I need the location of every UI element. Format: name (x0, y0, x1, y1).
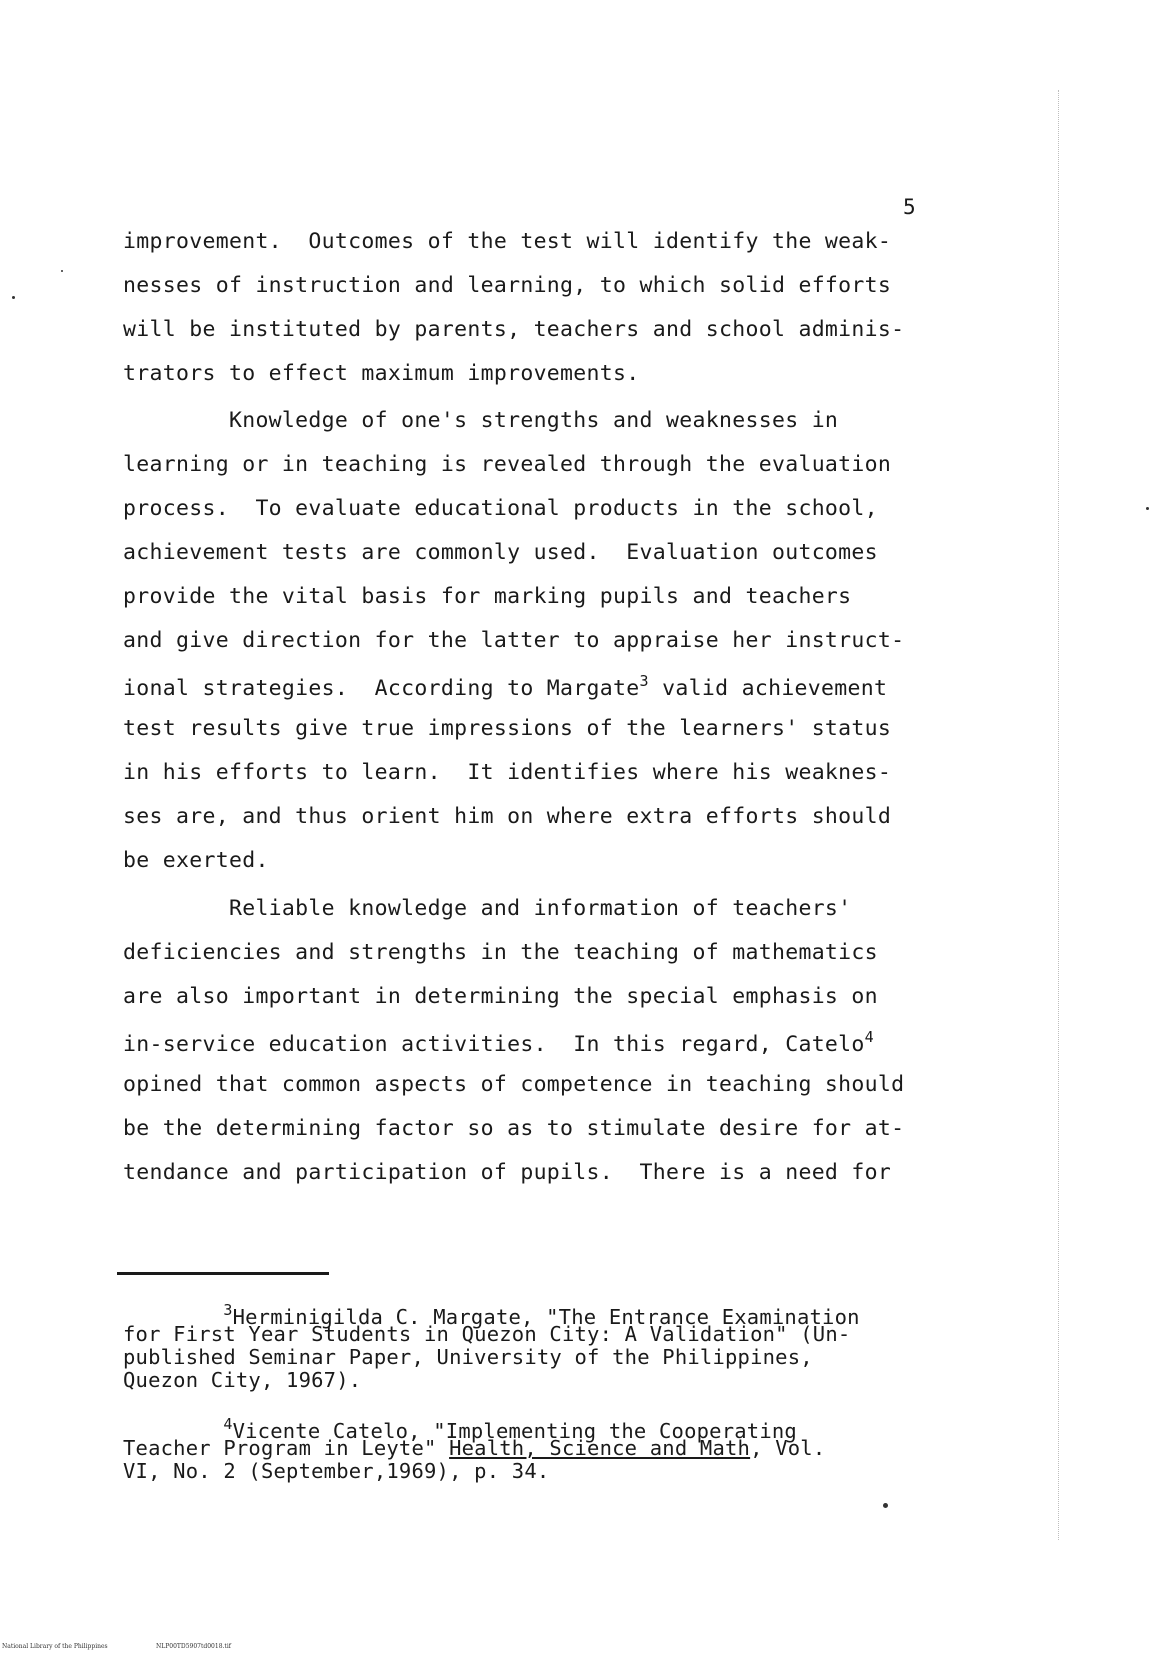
text-line: in-service education activities. In this regard, Catelo$^4$ (123, 1028, 875, 1057)
footnote-line: Teacher Program in Leyte" Health, Science and Math, Vol. (123, 1436, 826, 1460)
scan-file-label: NLP00TD5907td0018.tif (156, 1643, 231, 1650)
text-line: Reliable knowledge and information of teachers' (123, 896, 852, 921)
text-line: deficiencies and strengths in the teaching of mathematics (123, 940, 878, 965)
footnote-rule (117, 1272, 329, 1275)
footnote-line: for First Year Students in Quezon City: A Validation" (Un- (123, 1322, 851, 1346)
footnote-ref: 4 (864, 1028, 875, 1046)
page-number: 5 (903, 195, 916, 219)
text-line: achievement tests are commonly used. Evaluation outcomes (123, 540, 878, 565)
scan-library-label: National Library of the Philippines (2, 1643, 108, 1650)
text-line: ses are, and thus orient him on where extra efforts should (123, 804, 892, 829)
text-line: and give direction for the latter to appraise her instruct- (123, 628, 905, 653)
text-line: in his efforts to learn. It identifies where his weaknes- (123, 760, 892, 785)
footnote-ref: 3 (639, 672, 649, 690)
scan-speck (883, 1503, 888, 1508)
text-line: provide the vital basis for marking pupils and teachers (123, 584, 852, 609)
margin-dots (1058, 90, 1060, 1540)
journal-title: Health, Science and Math (449, 1436, 751, 1460)
text-line: trators to effect maximum improvements. (123, 361, 640, 386)
text-line: learning or in teaching is revealed through the evaluation (123, 452, 892, 477)
text-line: tendance and participation of pupils. There is a need for (123, 1160, 892, 1185)
footnote-line: published Seminar Paper, University of the Philippines, (123, 1345, 813, 1369)
text-line: improvement. Outcomes of the test will identify the weak- (123, 229, 892, 254)
scan-speck (12, 296, 15, 299)
scan-speck (61, 270, 63, 272)
footnote-line: Quezon City, 1967). (123, 1368, 362, 1392)
text-line: be the determining factor so as to stimulate desire for at- (123, 1116, 905, 1141)
text-line: opined that common aspects of competence in teaching should (123, 1072, 905, 1097)
footnote-line: VI, No. 2 (September,1969), p. 34. (123, 1459, 550, 1483)
text-line: test results give true impressions of the learners' status (123, 716, 892, 741)
text-line: will be instituted by parents, teachers and school adminis- (123, 317, 905, 342)
text-line: process. To evaluate educational products in the school, (123, 496, 878, 521)
text-line: ional strategies. According to Margate$^3$ valid achievement (123, 672, 888, 701)
text-line: are also important in determining the special emphasis on (123, 984, 878, 1009)
footnote-line: $^4$Vicente Catelo, "Implementing the Cooperating (223, 1415, 797, 1443)
text-line: be exerted. (123, 848, 269, 873)
text-line: nesses of instruction and learning, to which solid efforts (123, 273, 892, 298)
footnote-line: $^3$Herminigilda C. Margate, "The Entrance Examination (223, 1301, 860, 1329)
text-line: Knowledge of one's strengths and weaknesses in (123, 408, 839, 433)
scan-speck (1146, 507, 1149, 510)
